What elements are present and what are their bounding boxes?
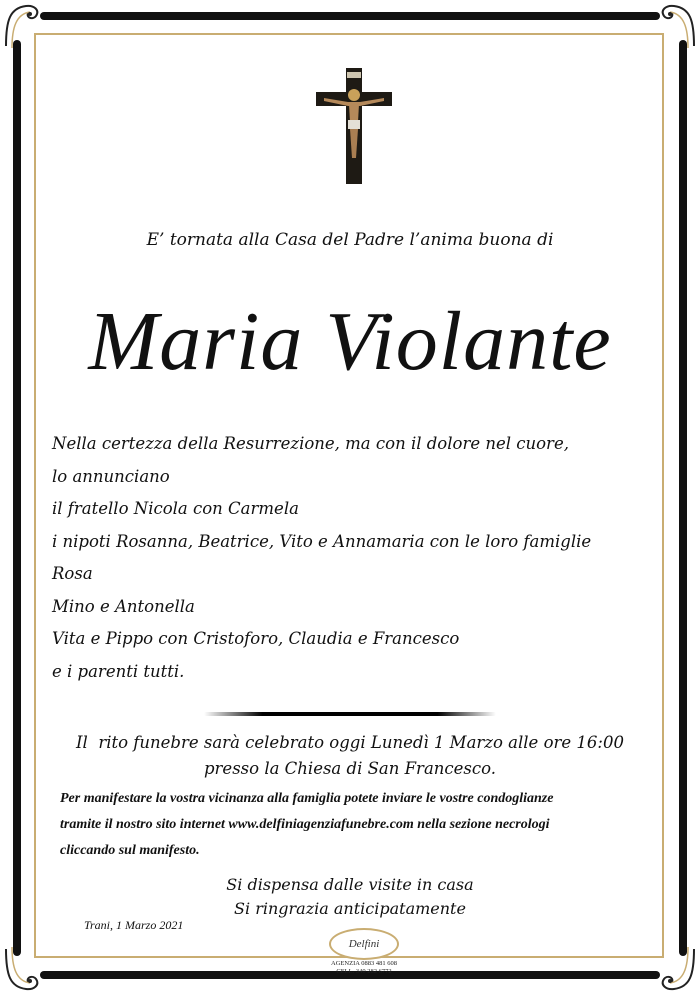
closing-line: Si ringrazia anticipatamente [234, 899, 466, 918]
closing-line: Si dispensa dalle visite in casa [226, 875, 474, 894]
notice-line: Per manifestare la vostra vicinanza alla famiglia potete inviare le vostre condoglianze [60, 791, 554, 806]
announcement-line: e i parenti tutti. [52, 661, 185, 681]
rite-line: presso la Chiesa di San Francesco. [203, 759, 497, 778]
corner-ornament-icon [0, 943, 52, 995]
crucifix-icon [316, 68, 392, 184]
date-place: Trani, 1 Marzo 2021 [84, 918, 184, 932]
frame-top-bar [40, 12, 660, 20]
frame-left-bar [13, 40, 21, 956]
announcement-line: lo annunciano [52, 466, 170, 486]
announcement-line: Vita e Pippo con Cristoforo, Claudia e Francesco [52, 629, 460, 648]
logo-name: Delfini [348, 938, 380, 950]
corner-ornament-icon [648, 943, 700, 995]
notice-line: cliccando sul manifesto. [60, 843, 200, 858]
logo-emblem [329, 928, 399, 960]
agency-logo [317, 928, 411, 988]
announcement-line: Nella certezza della Resurrezione, ma con il dolore nel cuore, [52, 434, 569, 453]
logo-agency-phone: AGENZIA 0883 481 608 [331, 960, 397, 967]
announcement-line: i nipoti Rosanna, Beatrice, Vito e Annamaria con le loro famiglie [52, 531, 592, 551]
closing-text [0, 873, 700, 921]
announcement-line: Rosa [52, 564, 93, 583]
divider [204, 712, 496, 716]
deceased-name: Maria Violante [88, 295, 612, 388]
announcement-line: il fratello Nicola con Carmela [52, 499, 299, 518]
announcement [52, 428, 662, 688]
condolences-notice [60, 786, 660, 864]
logo-cell-phone: CELL. 340 282 6772 [336, 968, 392, 975]
rite-line: Il rito funebre sarà celebrato oggi Lunedì 1 Marzo alle ore 16:00 [76, 733, 624, 752]
corner-ornament-icon [0, 0, 52, 52]
notice-line: tramite il nostro sito internet www.delfiniagenziafunebre.com nella sezione necrologi [60, 817, 550, 832]
announcement-line: Mino e Antonella [52, 596, 195, 616]
frame-right-bar [679, 40, 687, 956]
funeral-rite-info [0, 730, 700, 782]
intro-text: E’ tornata alla Casa del Padre l’anima buona di [146, 230, 554, 250]
corner-ornament-icon [648, 0, 700, 52]
